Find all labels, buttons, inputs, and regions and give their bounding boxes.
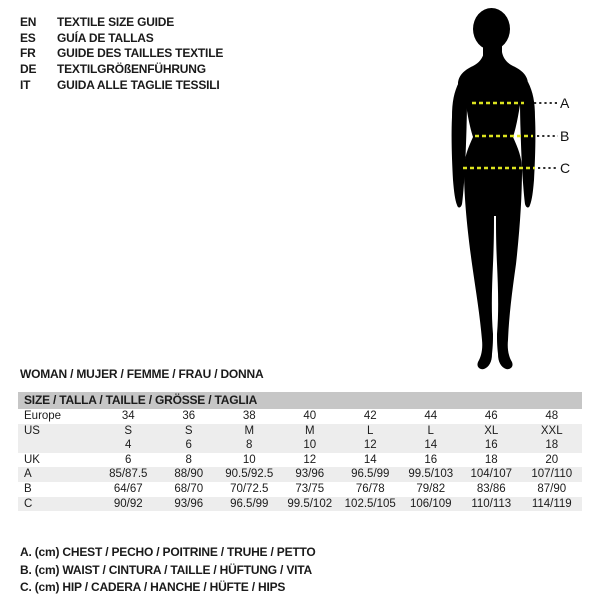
table-cell: M bbox=[244, 424, 255, 437]
table-title: WOMAN / MUJER / FEMME / FRAU / DONNA bbox=[20, 367, 264, 381]
row-label: UK bbox=[24, 453, 40, 466]
table-cell: 110/113 bbox=[471, 497, 512, 510]
language-row-it bbox=[20, 78, 223, 94]
woman-silhouette-icon bbox=[420, 0, 590, 380]
row-label: Europe bbox=[24, 410, 62, 422]
table-cell: 73/75 bbox=[295, 482, 325, 495]
table-cell: 8 bbox=[246, 439, 253, 452]
marker-label-c: C bbox=[560, 160, 571, 176]
row-label: US bbox=[24, 424, 40, 437]
table-cell: L bbox=[427, 424, 434, 437]
table-row-us-numeric bbox=[18, 438, 582, 453]
table-cell: 96.5/99 bbox=[230, 497, 269, 510]
table-cell: 68/70 bbox=[174, 482, 204, 495]
language-row-en bbox=[20, 15, 223, 31]
table-cell: 10 bbox=[303, 439, 317, 452]
table-row-a bbox=[18, 467, 582, 482]
table-cell: 14 bbox=[363, 453, 377, 466]
language-row-es bbox=[20, 31, 223, 47]
table-cell: 16 bbox=[484, 439, 498, 452]
table-cell: 12 bbox=[363, 439, 377, 452]
size-table bbox=[18, 392, 582, 511]
table-cell: 16 bbox=[424, 453, 438, 466]
language-code: EN bbox=[20, 15, 37, 29]
table-cell: 106/109 bbox=[409, 497, 452, 510]
table-row-uk bbox=[18, 453, 582, 468]
marker-label-a: A bbox=[560, 95, 570, 111]
language-title: GUIDE DES TAILLES TEXTILE bbox=[57, 46, 224, 61]
table-cell: 114/119 bbox=[531, 497, 572, 510]
table-row-europe bbox=[18, 409, 582, 424]
marker-label-b: B bbox=[560, 128, 570, 144]
table-cell: 38 bbox=[242, 410, 256, 422]
table-cell: 93/96 bbox=[295, 468, 325, 481]
table-cell: 102.5/105 bbox=[344, 497, 396, 510]
table-cell: 44 bbox=[424, 410, 438, 422]
language-title: GUÍA DE TALLAS bbox=[57, 30, 154, 45]
table-cell: 12 bbox=[303, 453, 317, 466]
table-cell: 85/87.5 bbox=[109, 468, 148, 481]
measurement-legend bbox=[20, 544, 316, 597]
row-label: B bbox=[24, 482, 32, 495]
language-row-de bbox=[20, 62, 223, 78]
table-cell: XL bbox=[484, 424, 499, 437]
table-cell: 20 bbox=[545, 453, 559, 466]
table-cell: 76/78 bbox=[355, 482, 385, 495]
language-title: TEXTILE SIZE GUIDE bbox=[57, 15, 175, 29]
table-cell: 14 bbox=[424, 439, 438, 452]
table-cell: 70/72.5 bbox=[230, 482, 269, 495]
table-cell: 34 bbox=[121, 410, 135, 422]
table-cell: 4 bbox=[125, 439, 132, 452]
row-label: C bbox=[24, 497, 33, 510]
legend-line-b: B. (cm) WAIST / CINTURA / TAILLE / HÜFTUNG / VITA bbox=[20, 562, 312, 577]
table-cell: 93/96 bbox=[174, 497, 204, 510]
table-row-c bbox=[18, 497, 582, 512]
table-cell: L bbox=[367, 424, 374, 437]
table-cell: 42 bbox=[363, 410, 377, 422]
language-code: DE bbox=[20, 62, 37, 77]
table-cell: 18 bbox=[545, 439, 559, 452]
table-cell: 104/107 bbox=[470, 468, 513, 481]
table-cell: 64/67 bbox=[113, 482, 143, 495]
row-label bbox=[18, 438, 98, 453]
table-cell: 10 bbox=[242, 453, 256, 466]
table-cell: XXL bbox=[540, 424, 563, 437]
table-row-b bbox=[18, 482, 582, 497]
legend-line-a: A. (cm) CHEST / PECHO / POITRINE / TRUHE / PETTO bbox=[20, 545, 316, 559]
table-cell: 90.5/92.5 bbox=[225, 468, 274, 481]
table-cell: 99.5/103 bbox=[408, 468, 454, 481]
table-cell: 107/110 bbox=[531, 468, 573, 481]
table-cell: M bbox=[304, 424, 315, 437]
row-label: A bbox=[24, 468, 32, 481]
table-cell: 18 bbox=[484, 453, 498, 466]
table-row-us bbox=[18, 424, 582, 439]
figure-measurement-diagram bbox=[420, 0, 590, 380]
language-code: FR bbox=[20, 46, 36, 61]
table-cell: 8 bbox=[185, 453, 192, 466]
table-cell: 90/92 bbox=[113, 497, 143, 510]
table-cell: S bbox=[124, 424, 133, 437]
table-cell: 40 bbox=[303, 410, 317, 422]
legend-line-c: C. (cm) HIP / CADERA / HANCHE / HÜFTE / HIPS bbox=[20, 580, 286, 594]
language-title: TEXTILGRÖßENFÜHRUNG bbox=[57, 62, 206, 77]
table-cell: 48 bbox=[545, 410, 559, 422]
table-cell: 83/86 bbox=[476, 482, 506, 495]
table-cell: S bbox=[184, 424, 193, 437]
table-cell: 88/90 bbox=[174, 468, 204, 481]
table-cell: 6 bbox=[185, 439, 192, 452]
table-cell: 6 bbox=[125, 453, 132, 466]
leader-dot-lines bbox=[534, 103, 558, 168]
table-cell: 87/90 bbox=[537, 482, 567, 495]
table-cell: 79/82 bbox=[416, 482, 446, 495]
language-code: IT bbox=[20, 77, 31, 92]
size-table-header: SIZE / TALLA / TAILLE / GRÖSSE / TAGLIA bbox=[18, 392, 582, 409]
table-cell: 96.5/99 bbox=[351, 468, 390, 481]
language-list bbox=[20, 15, 223, 93]
language-title: GUIDA ALLE TAGLIE TESSILI bbox=[57, 77, 220, 92]
language-row-fr bbox=[20, 46, 223, 62]
table-cell: 36 bbox=[182, 410, 196, 422]
table-cell: 99.5/102 bbox=[287, 497, 333, 510]
table-cell: 46 bbox=[484, 410, 498, 422]
language-code: ES bbox=[20, 30, 36, 45]
